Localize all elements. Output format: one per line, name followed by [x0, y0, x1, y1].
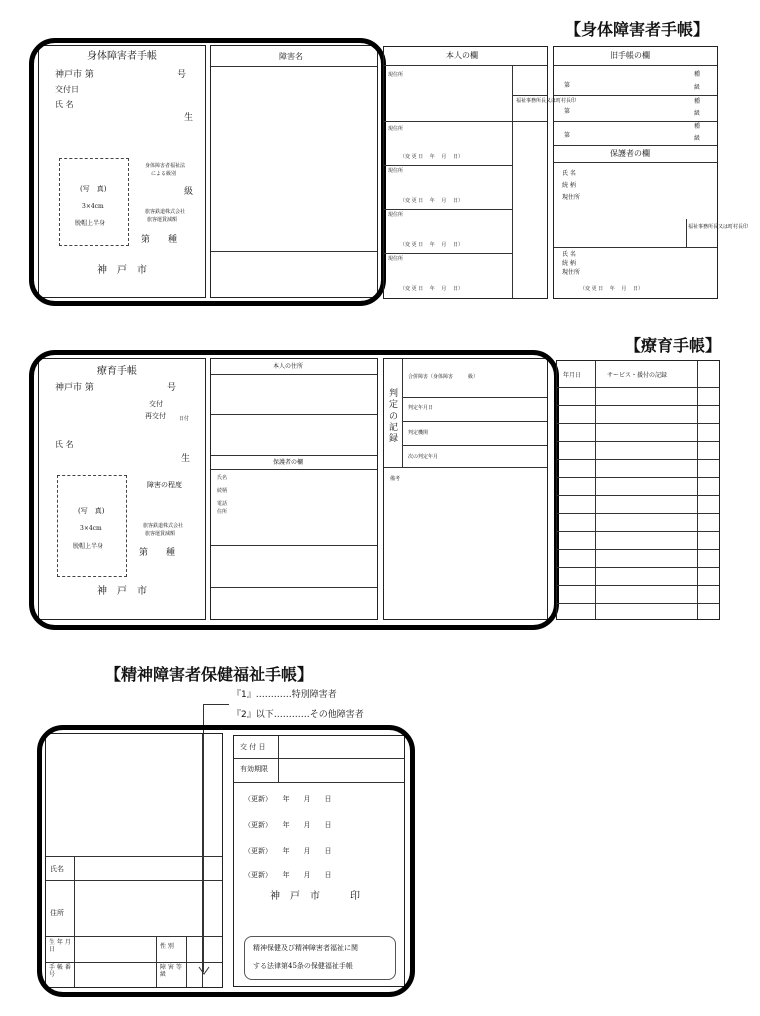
change-date-guardian: （変 更 日 年 月 日）: [580, 286, 643, 292]
rehab-g-address: 住所: [217, 509, 228, 515]
remarks-label: 備考: [390, 476, 401, 482]
change-date-2: （変 更 日 年 月 日）: [400, 198, 463, 204]
old-no-1: 第: [564, 82, 571, 89]
stamp-note: 福祉事務所長又は町村長印: [516, 98, 577, 104]
issue-date-label: 交付日: [55, 85, 79, 94]
address-4: 現住所: [388, 212, 404, 218]
mental-notebook-no: 手 帳 番 号: [49, 964, 71, 978]
city-number: 神戸市 第: [55, 70, 94, 80]
guardian-header: 保護者の欄: [610, 149, 650, 158]
section2-title: 【療育手帳】: [625, 336, 722, 355]
stamp-note-2: 福祉事務所長又は町村長印: [688, 224, 749, 230]
rehab-city: 神 戸 市: [97, 586, 147, 597]
mental-birth: 生 年 月 日: [49, 939, 71, 953]
rehab-g-name: 氏名: [217, 475, 228, 481]
birth-label: 生: [184, 113, 194, 123]
service-record-header: サービス・援付の記録: [607, 372, 668, 379]
rehab-railway-2: 旅客運賃減額: [145, 531, 176, 537]
change-date-1: （変 更 日 年 月 日）: [400, 154, 463, 160]
railway-note-1: 旅客鉄道株式会社: [145, 209, 186, 215]
law-note-2: による級別: [151, 171, 177, 177]
law-line-1: 精神保健及び精神障害者福祉に関: [253, 944, 358, 952]
guardian-name: 氏 名: [562, 170, 576, 177]
photo-pose: 脱帽上半身: [75, 220, 106, 227]
name-label: 氏 名: [55, 100, 74, 109]
old-no-3: 第: [564, 132, 571, 139]
old-kind-3: 種: [694, 123, 701, 130]
address-1: 現住所: [388, 72, 404, 78]
change-date-3: （変 更 日 年 月 日）: [400, 242, 463, 248]
renew-row-3: （更新） 年 月 日: [244, 847, 332, 855]
card-title: 身体障害者手帳: [87, 51, 157, 62]
mental-gender: 性 別: [160, 943, 174, 950]
address-5: 現住所: [388, 256, 404, 262]
change-date-4: （変 更 日 年 月 日）: [400, 286, 463, 292]
mental-valid-until: 有効期限: [240, 765, 268, 773]
mental-name: 氏名: [50, 865, 64, 873]
old-level-3: 級: [694, 135, 701, 142]
old-notebook-header: 旧手帳の欄: [610, 51, 650, 60]
old-no-2: 第: [564, 108, 571, 115]
highlight-frame-1: [29, 38, 386, 306]
rehab-date-tag: 日付: [179, 416, 190, 422]
address-3: 現住所: [388, 168, 404, 174]
rehab-go: 号: [167, 383, 177, 393]
guardian-relation-2: 続 柄: [562, 260, 576, 267]
person-column-header: 本人の欄: [446, 51, 478, 60]
guardian-relation: 続 柄: [562, 182, 576, 189]
law-line-2: する法律第45条の保健福祉手帳: [253, 962, 353, 970]
law-note-1: 身体障害者福祉法: [145, 163, 186, 169]
highlight-frame-3: [37, 725, 415, 997]
note-special: 『1』…………特別障害者: [232, 690, 337, 700]
rehab-card-title: 療育手帳: [97, 366, 137, 377]
rehab-issue: 交付: [149, 400, 163, 408]
note-other: 『2』以下…………その他障害者: [232, 710, 364, 720]
rehab-name: 氏 名: [55, 440, 74, 449]
rehab-photo: (写 真): [78, 507, 105, 515]
old-kind-2: 種: [694, 98, 701, 105]
mental-issue-date: 交 付 日: [240, 743, 266, 751]
disability-name-header: 障害名: [279, 52, 303, 61]
rehab-reissue: 再交付: [145, 412, 166, 420]
city-seal: 神 戸 市 印: [270, 891, 360, 902]
rehab-railway-1: 旅客鉄道株式会社: [143, 523, 184, 529]
railway-note-2: 旅客運賃減額: [147, 217, 178, 223]
rehab-birth: 生: [181, 454, 191, 464]
city-name: 神 戸 市: [97, 265, 147, 276]
rehab-g-relation: 続柄: [217, 488, 228, 494]
guardian-name-2: 氏 名: [562, 251, 576, 258]
grade-label: 級: [184, 187, 194, 197]
guardian-address: 現住所: [562, 194, 581, 201]
section3-title: 【精神障害者保健福祉手帳】: [105, 665, 314, 684]
severity-label: 障害の程度: [147, 481, 182, 489]
go-label: 号: [177, 70, 187, 80]
photo-size: 3×4cm: [82, 203, 104, 210]
renew-row-1: （更新） 年 月 日: [244, 795, 332, 803]
renew-row-4: （更新） 年 月 日: [244, 871, 332, 879]
rehab-photo-size: 3×4cm: [80, 525, 102, 532]
mental-address: 住所: [50, 909, 64, 917]
rehab-g-phone: 電話: [217, 501, 228, 507]
combined-disability: 合併障害（身体障害 級）: [408, 374, 479, 380]
highlight-frame-2: [29, 350, 559, 630]
judged-date: 判定年月日: [408, 405, 434, 411]
service-record-table: [556, 360, 720, 620]
address-2: 現住所: [388, 126, 404, 132]
old-kind-1: 種: [694, 71, 701, 78]
old-notebook-panel: [553, 46, 749, 299]
judgement-vertical-label: 判定の記録: [389, 389, 399, 444]
photo-label: (写 真): [80, 185, 107, 193]
old-level-2: 級: [694, 110, 701, 117]
class-label: 第 種: [141, 235, 178, 245]
mental-grade: 障 害 等 級: [160, 964, 182, 978]
renew-row-2: （更新） 年 月 日: [244, 821, 332, 829]
section1-title: 【身体障害者手帳】: [565, 20, 710, 39]
person-address-header: 本人の住所: [273, 363, 304, 370]
guardian-address-2: 現住所: [562, 269, 581, 276]
rehab-photo-pose: 脱帽上半身: [73, 543, 104, 550]
rehab-class: 第 種: [139, 548, 176, 558]
ym-day-header: 年月日: [563, 372, 582, 379]
old-level-1: 級: [694, 84, 701, 91]
rehab-city-number: 神戸市 第: [55, 383, 94, 393]
next-judge: 次の判定年月: [408, 454, 439, 460]
judge-org: 判定機関: [408, 430, 429, 436]
rehab-guardian-header: 保護者の欄: [273, 459, 304, 466]
